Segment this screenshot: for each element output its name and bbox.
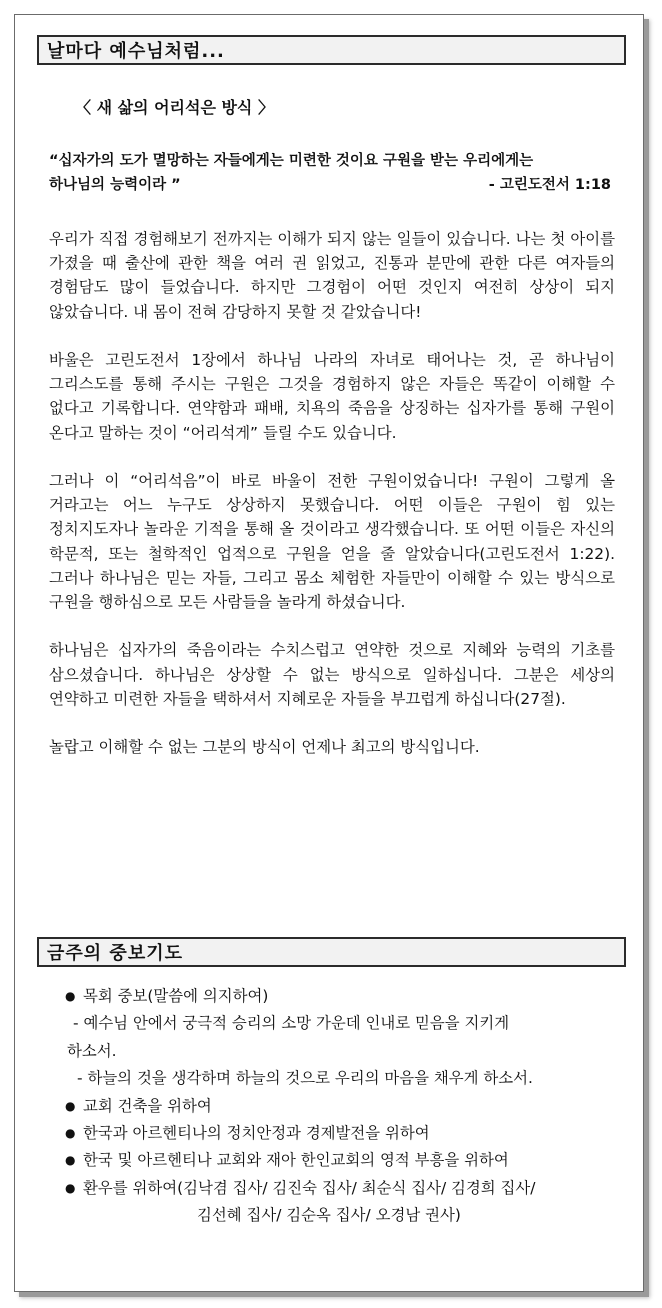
list-item: ● 한국과 아르헨티나의 정치안정과 경제발전을 위하여 xyxy=(47,1120,627,1147)
list-item: ● 한국 및 아르헨티나 교회와 재아 한인교회의 영적 부흥을 위하여 xyxy=(47,1147,627,1174)
scripture-line-2 xyxy=(49,173,619,197)
prayer-header-title: 금주의 중보기도 xyxy=(47,943,183,964)
devotion-header xyxy=(37,35,626,65)
devotion-subtitle: 〈 새 삶의 어리석은 방식 〉 xyxy=(75,98,274,117)
paragraph: 하나님은 십자가의 죽음이라는 수치스럽고 연약한 것으로 지혜와 능력의 기초를 삼으셨습니다. 하나님은 상상할 수 없는 방식으로 일하십니다. 그분은 세상의 연약하고 미련한 자들을 택하셔서 지혜로운 자들을 부끄럽게 하십니다(27절). xyxy=(49,641,615,708)
prayer-list xyxy=(47,983,627,1230)
bullet-icon: ● xyxy=(65,989,76,1003)
scripture-quote xyxy=(49,149,619,197)
bullet-icon: ● xyxy=(65,1153,76,1168)
devotion-body xyxy=(49,227,615,759)
bulletin-page xyxy=(14,14,644,1292)
scripture-line-1: “십자가의 도가 멸망하는 자들에게는 미련한 것이요 구원을 받는 우리에게는 xyxy=(49,153,534,169)
prayer-header xyxy=(37,937,626,967)
list-item: ● 목회 중보(말씀에 의지하여) xyxy=(47,983,627,1010)
list-item: ● 교회 건축을 위하여 xyxy=(47,1093,627,1120)
list-subitem-continued: 하소서. xyxy=(67,1041,117,1060)
bullet-icon: ● xyxy=(65,1098,76,1113)
scripture-line-2-text: 하나님의 능력이라 ” xyxy=(49,177,181,193)
devotion-header-title: 날마다 예수님처럼... xyxy=(47,41,225,62)
list-item: ● 환우를 위하여(김낙겸 집사/ 김진숙 집사/ 최순식 집사/ 김경희 집사/ xyxy=(47,1175,627,1202)
paragraph: 그러나 이 “어리석음”이 바로 바울이 전한 구원이었습니다! 구원이 그렇게 올 거라고는 어느 누구도 상상하지 못했습니다. 어떤 이들은 구원이 힘 있는 정치지도자나 놀라운 기적을 통해 올 것이라고 생각했습니다. 또 어떤 이들은 자신의 학문적, 또는 철학적인 업적으로 구원을 얻을 줄 알았습니다(고린도전서 1:22). 그러나 하나님은 믿는 자들, 그리고 몸소 체험한 자들만이 이해할 수 있는 방식으로 구원을 행하심으로 모든 사람들을 놀라게 하셨습니다. xyxy=(49,472,615,612)
list-item-continued: 김선혜 집사/ 김순옥 집사/ 오경남 권사) xyxy=(197,1206,461,1225)
bullet-icon: ● xyxy=(65,1126,76,1141)
paragraph: 놀랍고 이해할 수 없는 그분의 방식이 언제나 최고의 방식입니다. xyxy=(49,738,480,757)
paragraph: 우리가 직접 경험해보기 전까지는 이해가 되지 않는 일들이 있습니다. 나는 첫 아이를 가졌을 때 출산에 관한 책을 여러 권 읽었고, 진통과 분만에 관한 다른 여자들의 경험담도 많이 들었습니다. 하지만 그경험이 어떤 것인지 여전히 상상이 되지 않았습니다. 내 몸이 전혀 감당하지 못할 것 같았습니다! xyxy=(49,230,615,321)
list-subitem: - 예수님 안에서 궁극적 승리의 소망 가운데 인내로 믿음을 지키게 xyxy=(73,1014,510,1033)
list-subitem: - 하늘의 것을 생각하며 하늘의 것으로 우리의 마음을 채우게 하소서. xyxy=(77,1069,533,1088)
scripture-reference: - 고린도전서 1:18 xyxy=(488,177,611,193)
bullet-icon: ● xyxy=(65,1180,76,1195)
paragraph: 바울은 고린도전서 1장에서 하나님 나라의 자녀로 태어나는 것, 곧 하나님이 그리스도를 통해 주시는 구원은 그것을 경험하지 않은 자들은 똑같이 이해할 수 없다고 기록합니다. 연약함과 패배, 치욕의 죽음을 상징하는 십자가를 통해 구원이 온다고 말하는 것이 “어리석게” 들릴 수도 있습니다. xyxy=(49,351,615,442)
